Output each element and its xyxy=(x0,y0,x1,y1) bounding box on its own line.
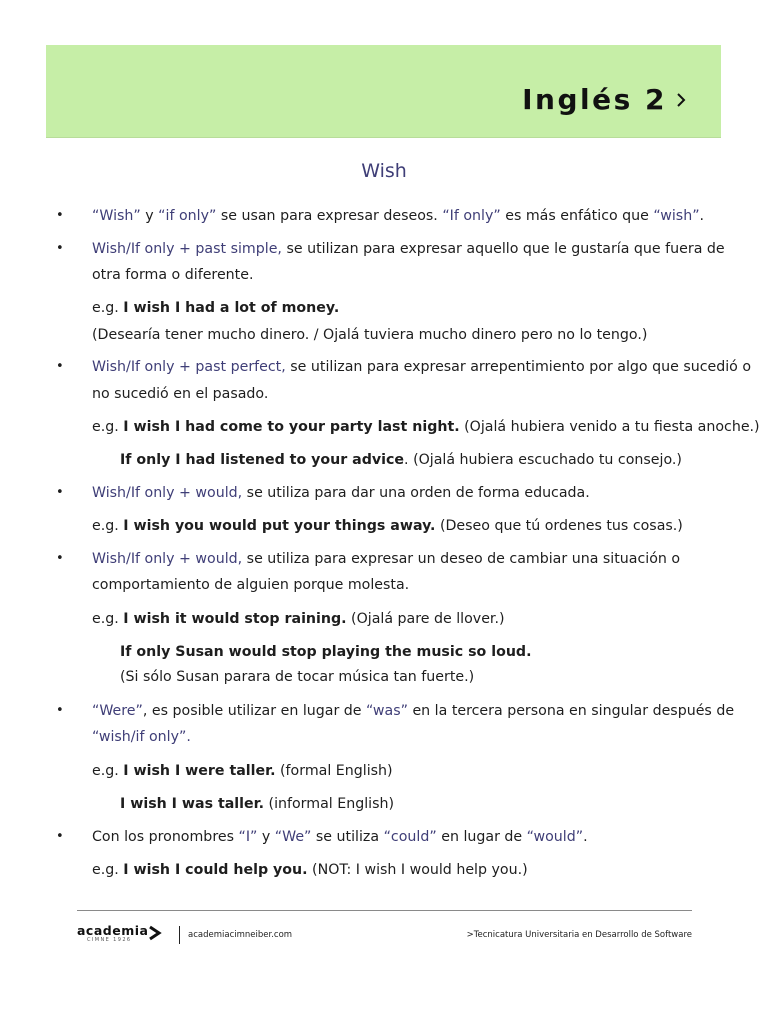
example-sentence: I wish I had a lot of money. xyxy=(123,300,340,316)
course-title-text: Inglés 2 xyxy=(522,83,667,116)
text-line xyxy=(92,702,734,720)
translation-line: (Desearía tener mucho dinero. / Ojalá tuviera mucho dinero pero no lo tengo.) xyxy=(92,327,648,343)
text-span: e.g. xyxy=(92,419,124,435)
keyword-line: “wish/if only”. xyxy=(92,729,191,745)
example-line xyxy=(120,451,682,469)
bullet-marker: • xyxy=(56,208,64,223)
text-span: e.g. xyxy=(92,862,124,878)
text-line xyxy=(92,240,725,258)
example-sentence: I wish it would stop raining. xyxy=(123,611,347,627)
translation: (NOT: I wish I would help you.) xyxy=(307,862,528,878)
text-line: otra forma o diferente. xyxy=(92,267,254,283)
text-span: e.g. xyxy=(92,611,124,627)
text-span: se usan para expresar deseos. xyxy=(216,208,443,224)
example-line xyxy=(92,610,505,628)
example-sentence: If only I had listened to your advice xyxy=(120,452,405,468)
text-span: y xyxy=(140,208,159,224)
text-span: se utiliza para expresar un deseo de cambiar una situación o xyxy=(242,551,681,567)
example-sentence: I wish I was taller. xyxy=(120,796,265,812)
bullet-marker: • xyxy=(56,359,64,374)
text-span: . xyxy=(699,208,705,224)
keyword: “If only” xyxy=(442,208,501,224)
header-banner xyxy=(46,45,721,138)
footer-separator xyxy=(179,926,180,944)
translation: (informal English) xyxy=(264,796,394,812)
example-line xyxy=(92,299,339,317)
keyword: Wish/If only + past perfect, xyxy=(92,359,286,375)
bullet-marker: • xyxy=(56,703,64,718)
chevron-right-icon xyxy=(675,83,687,116)
text-span: en lugar de xyxy=(436,829,527,845)
text-line xyxy=(92,484,590,502)
text-span: se utilizan para expresar aquello que le gustaría que fuera de xyxy=(281,241,725,257)
bullet-marker: • xyxy=(56,829,64,844)
text-span: es más enfático que xyxy=(500,208,654,224)
logo-mark-icon xyxy=(148,925,162,945)
footer-logo-subtitle: CIMNE 1926 xyxy=(87,937,132,943)
keyword: “Wish” xyxy=(92,208,141,224)
text-line xyxy=(92,207,704,225)
text-line: no sucedió en el pasado. xyxy=(92,386,269,402)
keyword: Wish/If only + would, xyxy=(92,485,243,501)
text-span: se utilizan para expresar arrepentimiento por algo que sucedió o xyxy=(285,359,752,375)
footer-divider xyxy=(77,910,692,911)
keyword: “would” xyxy=(526,829,584,845)
course-title xyxy=(522,83,687,116)
text-span: e.g. xyxy=(92,518,124,534)
bullet-marker: • xyxy=(56,485,64,500)
translation: (Ojalá hubiera venido a tu fiesta anoche.) xyxy=(459,419,760,435)
text-line xyxy=(92,550,680,568)
example-sentence: I wish you would put your things away. xyxy=(123,518,436,534)
bullet-marker: • xyxy=(56,241,64,256)
footer-website: academiacimneiber.com xyxy=(188,930,293,940)
text-span: en la tercera persona en singular después de xyxy=(407,703,735,719)
text-span: e.g. xyxy=(92,763,124,779)
text-span: se utiliza xyxy=(311,829,384,845)
keyword: “could” xyxy=(383,829,437,845)
keyword: Wish/If only + past simple, xyxy=(92,241,282,257)
text-span: y xyxy=(257,829,275,845)
example-line xyxy=(92,762,393,780)
example-sentence: I wish I had come to your party last night. xyxy=(123,419,460,435)
translation: (Deseo que tú ordenes tus cosas.) xyxy=(435,518,683,534)
example-line xyxy=(120,795,394,813)
example-line xyxy=(92,418,760,436)
text-span: . xyxy=(583,829,588,845)
page-title: Wish xyxy=(361,160,407,182)
translation: . (Ojalá hubiera escuchado tu consejo.) xyxy=(404,452,682,468)
keyword: Wish/If only + would, xyxy=(92,551,243,567)
translation: (Ojalá pare de llover.) xyxy=(346,611,505,627)
keyword: “if only” xyxy=(158,208,217,224)
keyword: “I” xyxy=(238,829,258,845)
text-span: , es posible utilizar en lugar de xyxy=(142,703,367,719)
example-sentence: I wish I were taller. xyxy=(123,763,276,779)
keyword: “was” xyxy=(366,703,408,719)
keyword: “Were” xyxy=(92,703,143,719)
text-line xyxy=(92,828,588,846)
keyword: “wish” xyxy=(653,208,700,224)
translation-line: (Si sólo Susan parara de tocar música tan fuerte.) xyxy=(120,669,475,685)
text-line: comportamiento de alguien porque molesta. xyxy=(92,577,410,593)
bullet-marker: • xyxy=(56,551,64,566)
text-line xyxy=(92,358,751,376)
text-span: se utiliza para dar una orden de forma educada. xyxy=(242,485,590,501)
footer-tagline: >Tecnicatura Universitaria en Desarrollo de Software xyxy=(466,930,692,940)
translation: (formal English) xyxy=(275,763,393,779)
text-span: Con los pronombres xyxy=(92,829,239,845)
example-line xyxy=(92,861,528,879)
example-sentence: If only Susan would stop playing the music so loud. xyxy=(120,644,532,660)
keyword: “We” xyxy=(274,829,312,845)
example-sentence: I wish I could help you. xyxy=(123,862,308,878)
text-span: e.g. xyxy=(92,300,124,316)
footer-logo: academia xyxy=(77,923,149,938)
example-line xyxy=(92,517,683,535)
